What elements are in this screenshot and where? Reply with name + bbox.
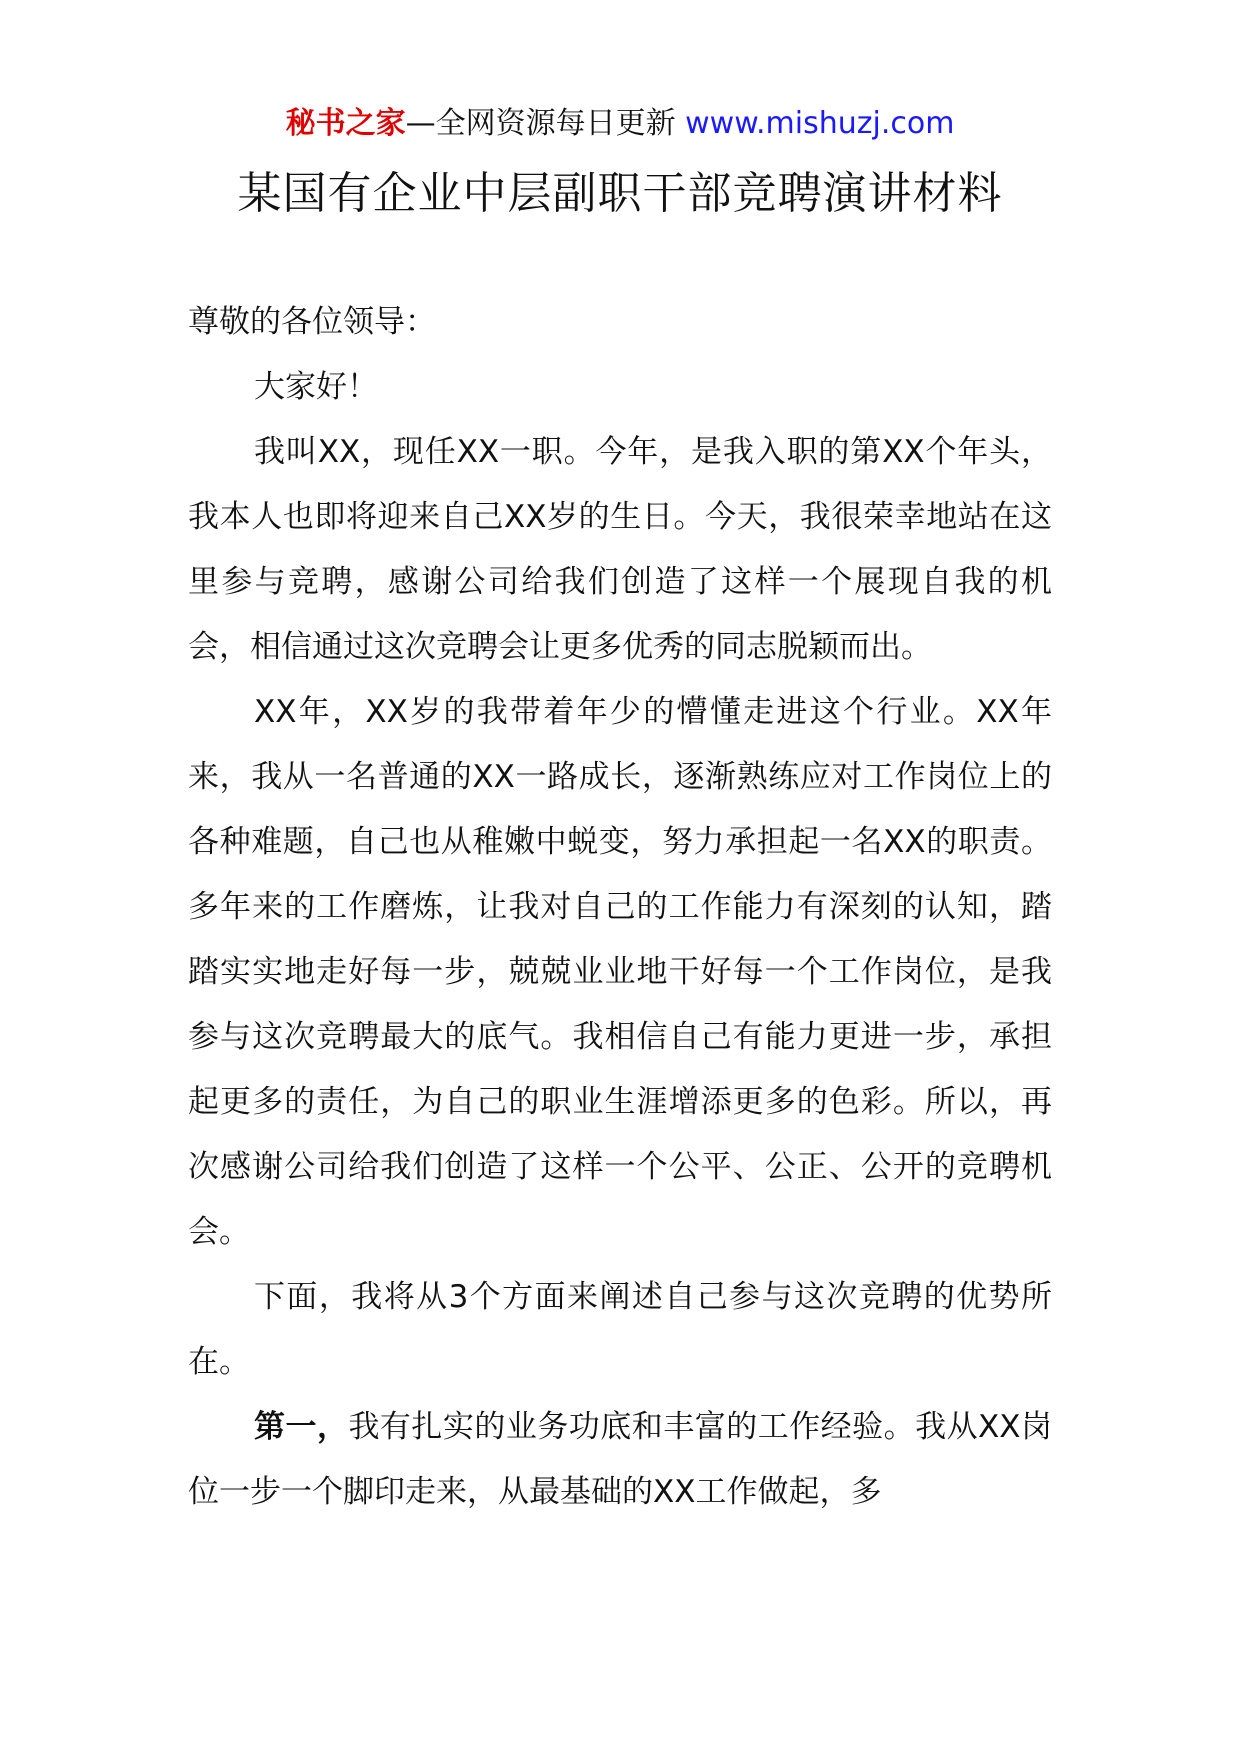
paragraph-intro: 我叫XX，现任XX一职。今年，是我入职的第XX个年头，我本人也即将迎来自己XX岁的生日。今天，我很荣幸地站在这里参与竞聘，感谢公司给我们创造了这样一个展现自我的机会，相信通过这次竞聘会让更多优秀的同志脱颖而出。 (188, 434, 1052, 665)
document-title: 某国有企业中层副职干部竞聘演讲材料 (237, 168, 1003, 219)
site-link[interactable]: www.mishuzj.com (685, 106, 955, 141)
first-point-lead: 第一， (254, 1409, 349, 1445)
paragraph-outline: 下面，我将从3个方面来阐述自己参与这次竞聘的优势所在。 (188, 1279, 1052, 1380)
paragraph-experience: XX年，XX岁的我带着年少的懵懂走进这个行业。XX年来，我从一名普通的XX一路成长，逐渐熟练应对工作岗位上的各种难题，自己也从稚嫩中蜕变，努力承担起一名XX的职责。多年来的工作磨炼，让我对自己的工作能力有深刻的认知，踏踏实实地走好每一步，兢兢业业地干好每一个工作岗位，是我参与这次竞聘最大的底气。我相信自己有能力更进一步，承担起更多的责任，为自己的职业生涯增添更多的色彩。所以，再次感谢公司给我们创造了这样一个公平、公正、公开的竞聘机会。 (188, 694, 1052, 1250)
document-body (188, 290, 1052, 1525)
first-point-body: 我有扎实的业务功底和丰富的工作经验。我从XX岗位一步一个脚印走来，从最基础的XX工作做起，多 (188, 1409, 1053, 1510)
brand-name: 秘书之家 (285, 106, 406, 141)
paragraph-first-point (188, 1395, 1052, 1525)
header-tagline: —全网资源每日更新 (405, 106, 676, 141)
salutation: 尊敬的各位领导： (188, 304, 436, 340)
greeting: 大家好！ (254, 369, 378, 405)
site-header (0, 100, 1240, 148)
